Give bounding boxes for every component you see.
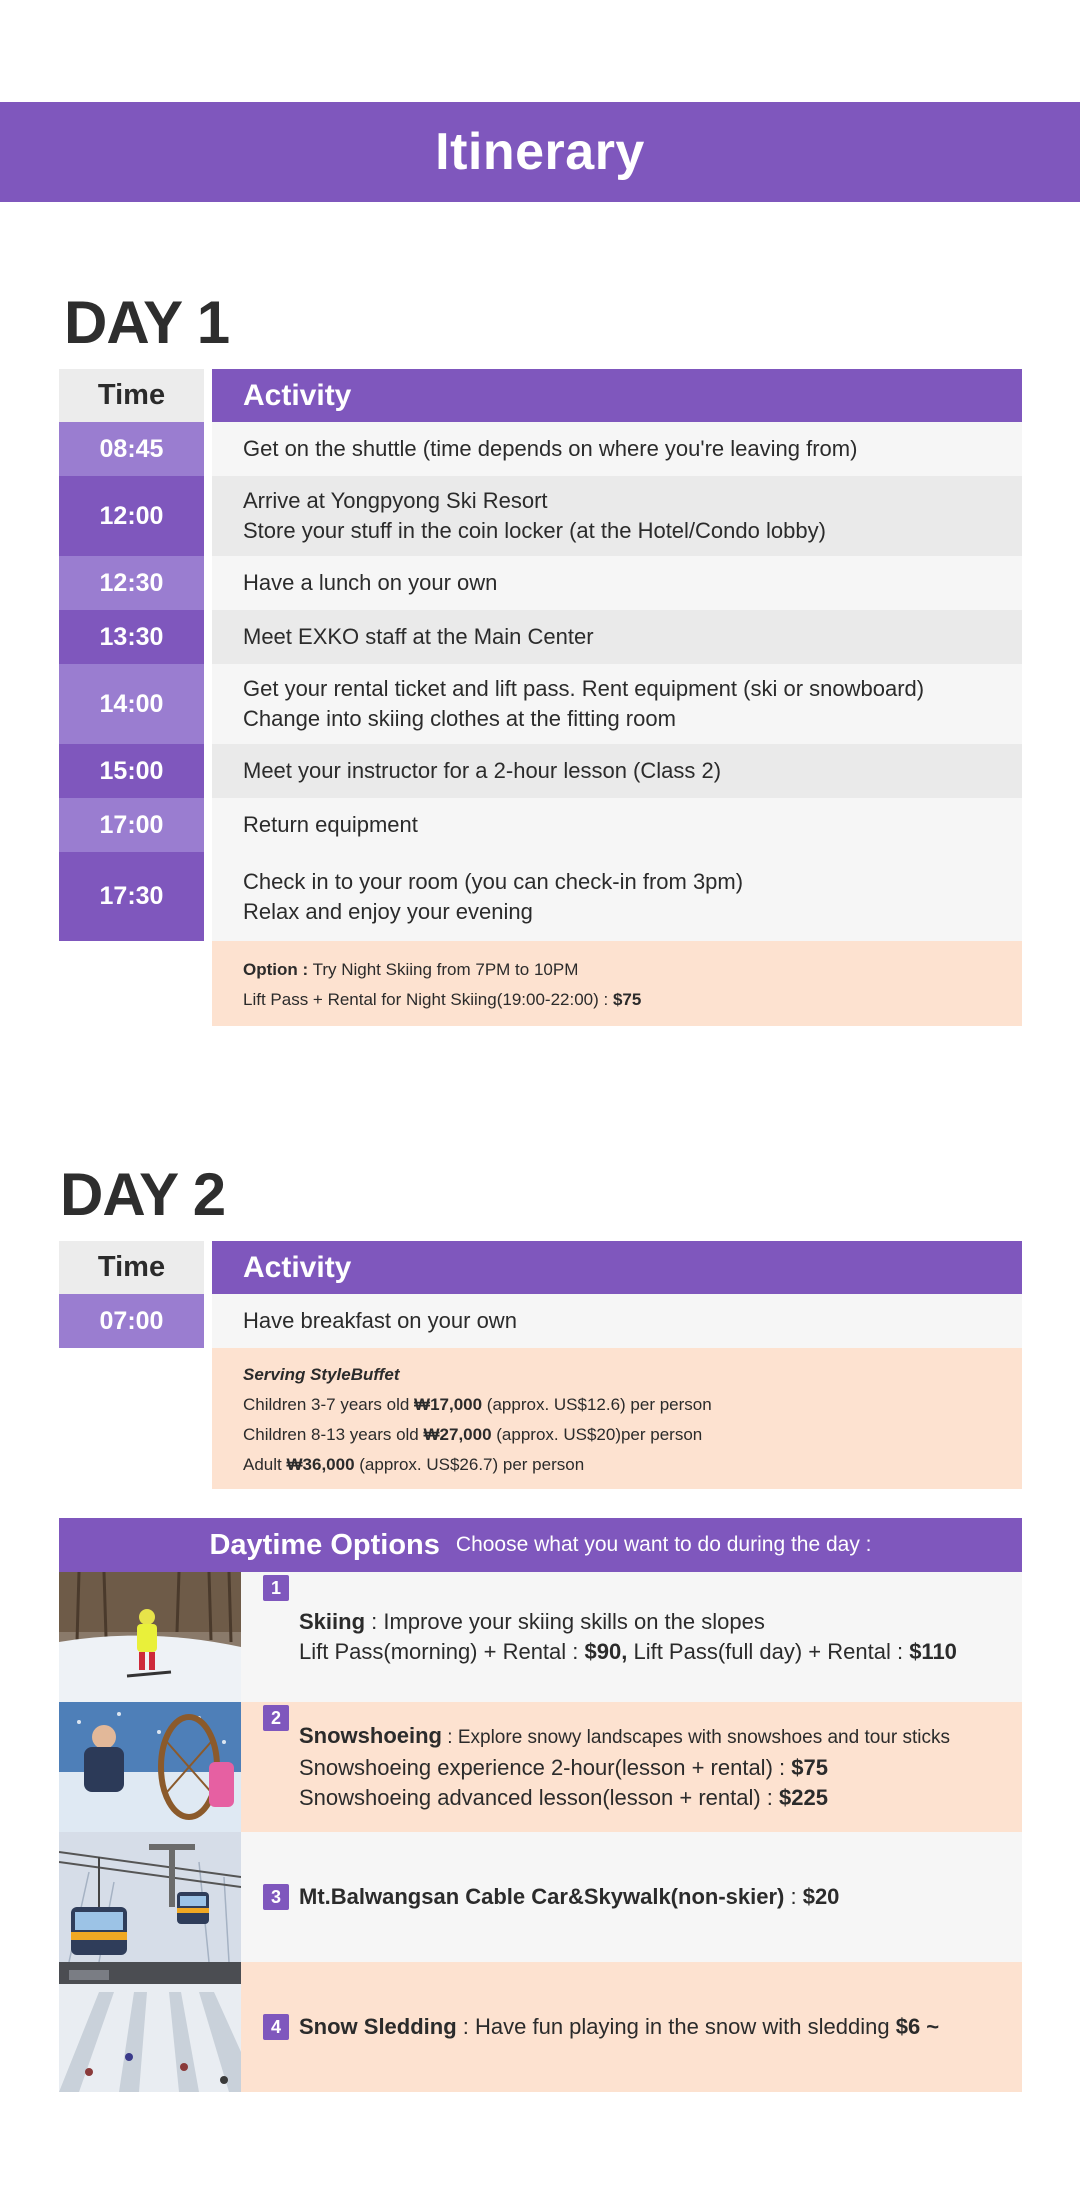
activity-cell	[212, 664, 1022, 744]
activity-text: Change into skiing clothes at the fitting room	[243, 706, 676, 731]
price-text: Snowshoeing advanced lesson(lesson + rental) :	[299, 1785, 780, 1810]
night-skiing-option-note	[212, 941, 1022, 1026]
time-cell: 12:00	[59, 476, 204, 556]
option-price: $6 ~	[895, 2014, 940, 2039]
table-row	[59, 1294, 1022, 1348]
price-text: (approx. US$26.7) per person	[354, 1455, 585, 1474]
page-title: Itinerary	[435, 123, 645, 181]
pass-line	[243, 985, 1022, 1015]
day2-table-header	[59, 1241, 1022, 1294]
option-desc: : Explore snowy landscapes with snowshoes and tour sticks	[442, 1727, 950, 1748]
day1-table	[59, 369, 1022, 1026]
activity-cell	[212, 422, 1022, 476]
option-line	[243, 955, 1022, 985]
time-cell: 12:30	[59, 556, 204, 610]
price-text: (approx. US$12.6) per person	[482, 1395, 712, 1414]
activity-text: Have a lunch on your own	[243, 570, 498, 595]
daytime-title: Daytime Options	[209, 1528, 440, 1561]
pass-text: Lift Pass + Rental for Night Skiing(19:00-22:00) :	[243, 990, 613, 1009]
time-cell: 17:00	[59, 798, 204, 852]
table-row	[59, 610, 1022, 664]
price-amount: $75	[791, 1755, 828, 1780]
daytime-subtitle: Choose what you want to do during the day :	[455, 1533, 872, 1556]
activity-cell	[212, 610, 1022, 664]
price-text: Lift Pass(full day) + Rental :	[627, 1639, 910, 1664]
option-name: Mt.Balwangsan Cable Car&Skywalk(non-skier)	[299, 1884, 785, 1909]
activity-text: Have breakfast on your own	[243, 1308, 517, 1333]
table-row	[59, 744, 1022, 798]
time-cell: 15:00	[59, 744, 204, 798]
table-row	[59, 422, 1022, 476]
option-cable-car	[59, 1832, 1022, 1962]
time-cell: 14:00	[59, 664, 204, 744]
activity-text: Return equipment	[243, 812, 418, 837]
sledding-photo	[59, 1962, 241, 2092]
activity-cell	[212, 556, 1022, 610]
pass-price: $75	[612, 990, 642, 1009]
activity-text: Meet EXKO staff at the Main Center	[243, 624, 594, 649]
price-amount: ₩17,000	[414, 1395, 483, 1414]
day2-table	[59, 1241, 1022, 1489]
activity-text: Get on the shuttle (time depends on where you're leaving from)	[243, 436, 858, 461]
activity-cell	[212, 476, 1022, 556]
price-amount: $225	[779, 1785, 828, 1810]
activity-cell	[212, 1294, 1022, 1348]
option-text	[299, 1721, 950, 1813]
option-number: 4	[263, 2014, 289, 2040]
option-number: 3	[263, 1884, 289, 1910]
price-text: Children 3-7 years old	[243, 1395, 415, 1414]
activity-text: Meet your instructor for a 2-hour lesson (Class 2)	[243, 758, 722, 783]
price-line	[243, 1390, 1022, 1420]
skiing-photo	[59, 1572, 241, 1702]
day1-table-header	[59, 369, 1022, 422]
table-row	[59, 664, 1022, 744]
daytime-options-header	[59, 1518, 1022, 1572]
option-number: 1	[263, 1575, 289, 1601]
price-line	[243, 1420, 1022, 1450]
activity-text: Store your stuff in the coin locker (at the Hotel/Condo lobby)	[243, 518, 826, 543]
activity-text: Get your rental ticket and lift pass. Rent equipment (ski or snowboard)	[243, 676, 925, 701]
option-name: Snow Sledding	[299, 2014, 457, 2039]
option-desc: : Improve your skiing skills on the slopes	[365, 1609, 765, 1634]
table-row	[59, 476, 1022, 556]
time-cell: 17:30	[59, 852, 204, 941]
price-amount: $110	[909, 1639, 957, 1664]
price-amount: $90,	[584, 1639, 628, 1664]
activity-text: Relax and enjoy your evening	[243, 898, 533, 924]
activity-header: Activity	[212, 369, 1022, 422]
snowshoeing-photo	[59, 1702, 241, 1832]
option-price: $20	[802, 1884, 840, 1909]
option-text	[299, 1607, 957, 1667]
price-amount: ₩27,000	[423, 1425, 492, 1444]
activity-cell	[212, 744, 1022, 798]
table-row	[59, 556, 1022, 610]
option-content	[241, 1702, 1022, 1832]
option-label: Option :	[243, 960, 309, 979]
price-amount: ₩36,000	[286, 1455, 355, 1474]
time-header: Time	[59, 369, 204, 422]
option-content	[241, 1962, 1022, 2092]
price-text: Lift Pass(morning) + Rental :	[299, 1639, 585, 1664]
time-cell: 13:30	[59, 610, 204, 664]
option-desc: :	[784, 1884, 803, 1909]
option-number: 2	[263, 1705, 289, 1731]
option-text	[299, 2012, 939, 2042]
option-name: Skiing	[299, 1609, 366, 1634]
price-text: Snowshoeing experience 2-hour(lesson + rental) :	[299, 1755, 792, 1780]
activity-text: Check in to your room (you can check-in from 3pm)	[243, 868, 744, 894]
option-snow-sledding	[59, 1962, 1022, 2092]
day2-title: DAY 2	[60, 1161, 226, 1228]
option-content	[241, 1572, 1022, 1702]
time-header: Time	[59, 1241, 204, 1294]
time-cell: 07:00	[59, 1294, 204, 1348]
option-text	[299, 1882, 839, 1912]
price-text: Adult	[243, 1455, 287, 1474]
option-desc: : Have fun playing in the snow with sledding	[456, 2014, 896, 2039]
itinerary-banner	[0, 102, 1080, 202]
breakfast-note	[212, 1348, 1022, 1489]
option-text: Try Night Skiing from 7PM to 10PM	[308, 960, 579, 979]
time-cell: 08:45	[59, 422, 204, 476]
day1-title: DAY 1	[64, 289, 230, 356]
price-text: (approx. US$20)per person	[491, 1425, 703, 1444]
activity-text: Arrive at Yongpyong Ski Resort	[243, 488, 548, 513]
table-row	[59, 852, 1022, 941]
cable-car-photo	[59, 1832, 241, 1962]
activity-cell	[212, 798, 1022, 852]
price-text: Children 8-13 years old	[243, 1425, 424, 1444]
activity-cell	[212, 852, 1022, 941]
option-skiing	[59, 1572, 1022, 1702]
serving-style: Serving StyleBuffet	[243, 1365, 400, 1384]
option-content	[241, 1832, 1022, 1962]
price-line	[243, 1450, 1022, 1480]
option-snowshoeing	[59, 1702, 1022, 1832]
activity-header: Activity	[212, 1241, 1022, 1294]
option-name: Snowshoeing	[299, 1723, 442, 1748]
table-row	[59, 798, 1022, 852]
